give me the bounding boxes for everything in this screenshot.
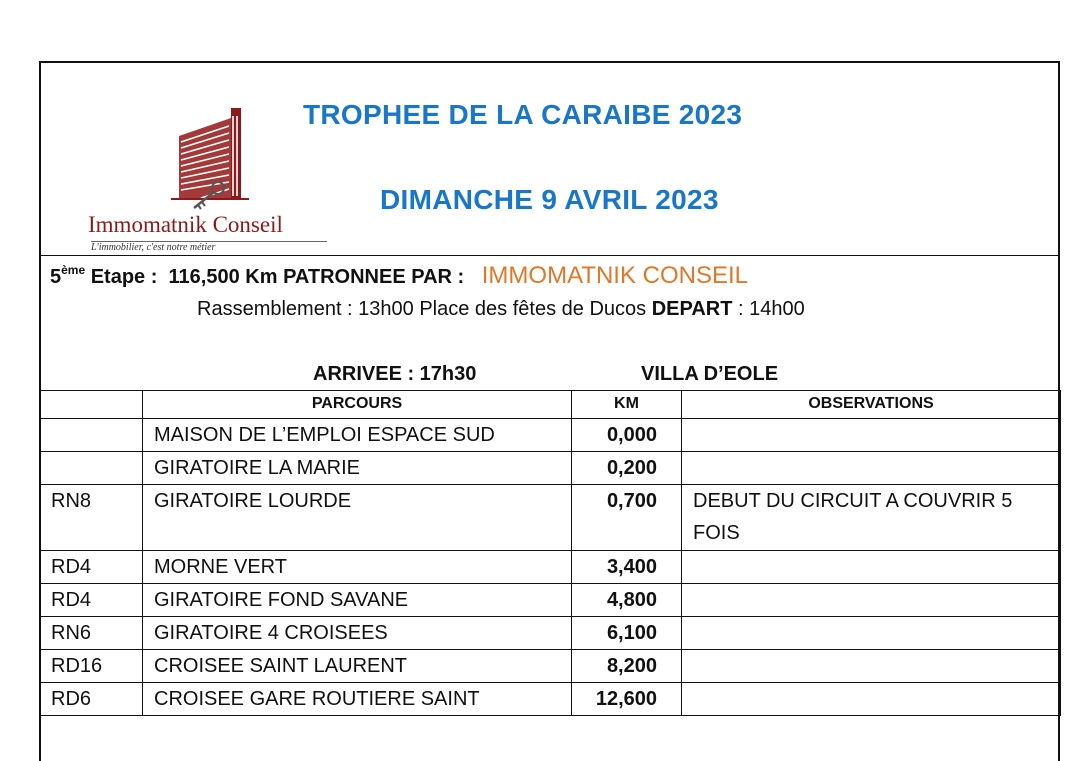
table-row [40, 683, 1061, 716]
table-row [40, 650, 1061, 683]
road-cell: RD4 [40, 551, 143, 584]
parcours-cell: MORNE VERT [143, 551, 572, 584]
km-cell: 0,000 [572, 419, 682, 452]
rally-info [197, 298, 805, 321]
header-parcours: PARCOURS [143, 391, 572, 419]
route-table [39, 390, 1061, 716]
road-cell: RN6 [40, 617, 143, 650]
km-cell: 3,400 [572, 551, 682, 584]
stage-sponsor: IMMOMATNIK CONSEIL [481, 262, 748, 289]
parcours-cell: GIRATOIRE LA MARIE [143, 452, 572, 485]
km-cell: 12,600 [572, 683, 682, 716]
header-observations: OBSERVATIONS [682, 391, 1061, 419]
table-row [40, 485, 1061, 551]
km-cell: 8,200 [572, 650, 682, 683]
parcours-cell: GIRATOIRE 4 CROISEES [143, 617, 572, 650]
stage-label: Etape : [90, 266, 158, 288]
parcours-cell: GIRATOIRE LOURDE [143, 485, 572, 551]
arrival-time: ARRIVEE : 17h30 [313, 363, 477, 385]
km-cell: 0,700 [572, 485, 682, 551]
table-row [40, 584, 1061, 617]
observation-cell: DEBUT DU CIRCUIT A COUVRIR 5 FOIS [682, 485, 1061, 551]
table-header-row [40, 391, 1061, 419]
table-row [40, 617, 1061, 650]
road-cell: RN8 [40, 485, 143, 551]
parcours-cell: GIRATOIRE FOND SAVANE [143, 584, 572, 617]
event-date: DIMANCHE 9 AVRIL 2023 [380, 184, 719, 215]
observation-cell [682, 452, 1061, 485]
arrival-place: VILLA D’EOLE [641, 363, 779, 385]
depart-time: : 14h00 [732, 298, 805, 320]
road-cell: RD4 [40, 584, 143, 617]
observation-cell [682, 683, 1061, 716]
stage-line [50, 262, 748, 290]
table-row [40, 551, 1061, 584]
table-row [40, 452, 1061, 485]
stage-distance: 116,500 Km PATRONNEE PAR : [168, 266, 465, 288]
observation-cell [682, 617, 1061, 650]
rassemblement-text: Rassemblement : 13h00 Place des fêtes de Ducos [197, 298, 647, 320]
keys-icon [188, 180, 228, 212]
company-logo [88, 108, 328, 256]
road-cell: RD16 [40, 650, 143, 683]
depart-label: DEPART [651, 298, 733, 320]
km-cell: 6,100 [572, 617, 682, 650]
km-cell: 4,800 [572, 584, 682, 617]
observation-cell [682, 584, 1061, 617]
observation-cell [682, 650, 1061, 683]
observation-cell [682, 419, 1061, 452]
stage-number: 5 [50, 266, 62, 288]
road-cell [40, 419, 143, 452]
table-row [40, 419, 1061, 452]
parcours-cell: MAISON DE L’EMPLOI ESPACE SUD [143, 419, 572, 452]
stage-suffix: ème [61, 263, 86, 277]
road-cell [40, 452, 143, 485]
road-cell: RD6 [40, 683, 143, 716]
header-km: KM [572, 391, 682, 419]
parcours-cell: CROISEE SAINT LAURENT [143, 650, 572, 683]
header-road [40, 391, 143, 419]
km-cell: 0,200 [572, 452, 682, 485]
event-title: TROPHEE DE LA CARAIBE 2023 [303, 99, 743, 130]
observation-cell [682, 551, 1061, 584]
parcours-cell: CROISEE GARE ROUTIERE SAINT [143, 683, 572, 716]
logo-company-name: Immomatnik Conseil [88, 212, 283, 237]
logo-tagline: L'immobilier, c'est notre métier [91, 241, 327, 253]
